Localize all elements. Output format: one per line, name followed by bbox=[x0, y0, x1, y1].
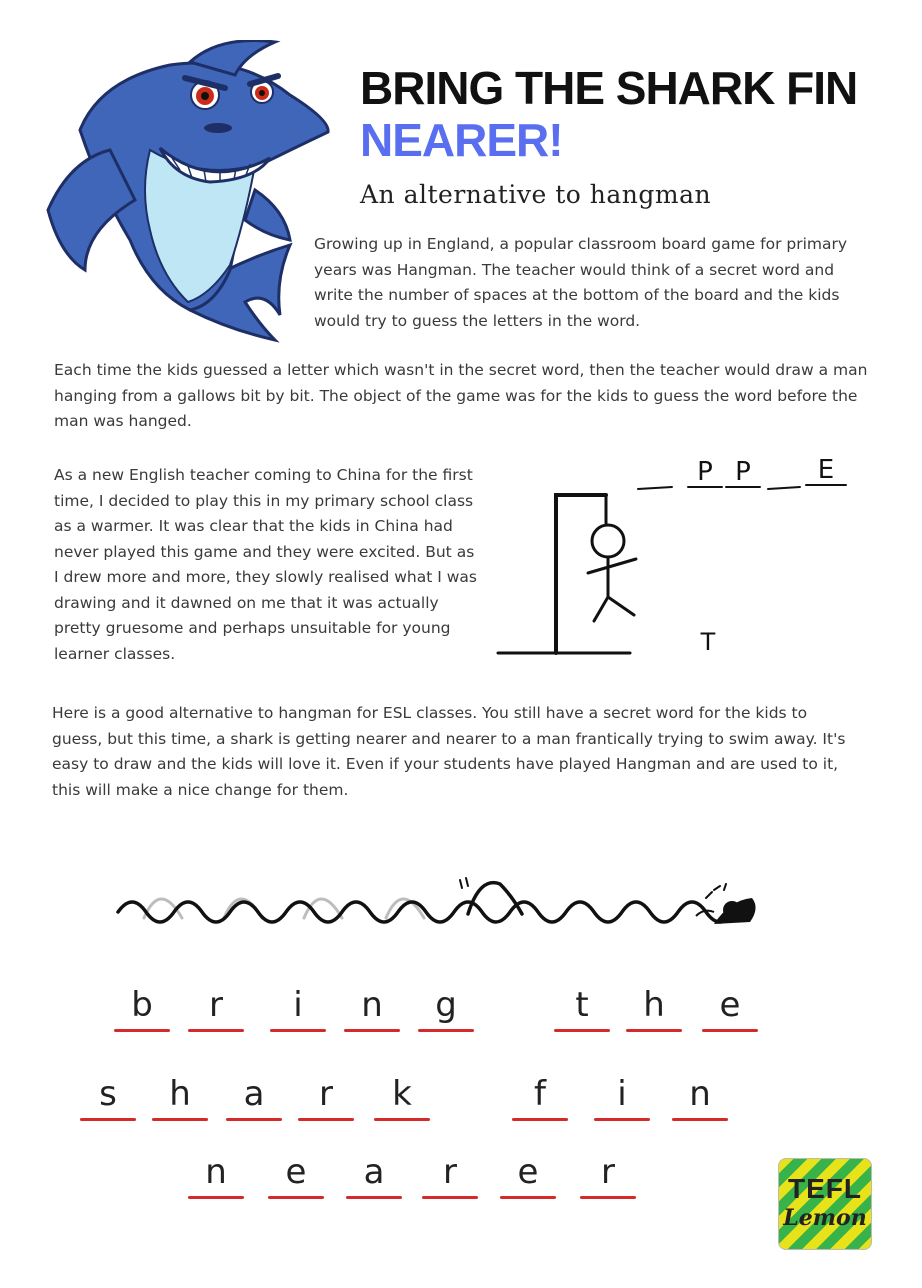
letter-slot: b bbox=[114, 985, 170, 1032]
letter-slot: g bbox=[418, 985, 474, 1032]
letter-slot: n bbox=[188, 1152, 244, 1199]
title-line-2: NEARER! bbox=[360, 114, 563, 166]
shark-illustration bbox=[40, 40, 340, 350]
letter-slot: r bbox=[188, 985, 244, 1032]
letter-slot: r bbox=[298, 1074, 354, 1121]
sketch-letter-2: P bbox=[735, 457, 751, 487]
letter-slot: e bbox=[500, 1152, 556, 1199]
letter-slot: i bbox=[270, 985, 326, 1032]
letter-slot: n bbox=[672, 1074, 728, 1121]
shark-wave-illustration bbox=[110, 870, 780, 950]
letter-slot: e bbox=[268, 1152, 324, 1199]
letter-slot: r bbox=[580, 1152, 636, 1199]
paragraph-gallows: Each time the kids guessed a letter which wasn't in the secret word, then the teacher would draw a man hanging from a gallows bit by bit. The object of the game was for the kids to guess the word before the man was hanged. bbox=[54, 361, 868, 430]
letter-slot: s bbox=[80, 1074, 136, 1121]
letter-slot: a bbox=[226, 1074, 282, 1121]
tefl-lemon-logo bbox=[778, 1158, 872, 1250]
letter-slot: k bbox=[374, 1074, 430, 1121]
letter-slot: r bbox=[422, 1152, 478, 1199]
letter-slot: i bbox=[594, 1074, 650, 1121]
sketch-letter-4: E bbox=[817, 455, 835, 485]
letter-slot: a bbox=[346, 1152, 402, 1199]
word-row-2 bbox=[0, 1074, 922, 1134]
title-line-1: BRING THE SHARK FIN bbox=[360, 62, 858, 114]
paragraph-alternative: Here is a good alternative to hangman for ESL classes. You still have a secret word for the kids to guess, but this time, a shark is getting nearer and nearer to a man frantically trying to swim away. It's easy to draw and the kids will love it. Even if your students have played Hangman and are used to it, this will make a nice change for them. bbox=[52, 704, 846, 799]
word-row-1 bbox=[0, 985, 922, 1045]
sketch-wrong-letter: T bbox=[700, 628, 716, 656]
sketch-letter-1: P bbox=[697, 457, 713, 487]
letter-slot: t bbox=[554, 985, 610, 1032]
subtitle: An alternative to hangman bbox=[360, 180, 712, 209]
paragraph-intro: Growing up in England, a popular classroom board game for primary years was Hangman. The teacher would think of a secret word and write the number of spaces at the bottom of the board and the kids would try to guess the letters in the word. bbox=[314, 235, 848, 330]
letter-slot: e bbox=[702, 985, 758, 1032]
logo-line-2: Lemon bbox=[783, 1205, 867, 1231]
hangman-sketch bbox=[490, 445, 860, 665]
letter-slot: f bbox=[512, 1074, 568, 1121]
logo-line-1: TEFL bbox=[788, 1173, 862, 1204]
letter-slot: n bbox=[344, 985, 400, 1032]
letter-slot: h bbox=[152, 1074, 208, 1121]
paragraph-china: As a new English teacher coming to China for the first time, I decided to play this in my primary school class as a warmer. It was clear that the kids in China had never played this game and they were excited. But as I drew more and more, they slowly realised what I was drawing and it dawned on me that it was actually pretty gruesome and perhaps unsuitable for young learner classes. bbox=[54, 466, 477, 663]
letter-slot: h bbox=[626, 985, 682, 1032]
